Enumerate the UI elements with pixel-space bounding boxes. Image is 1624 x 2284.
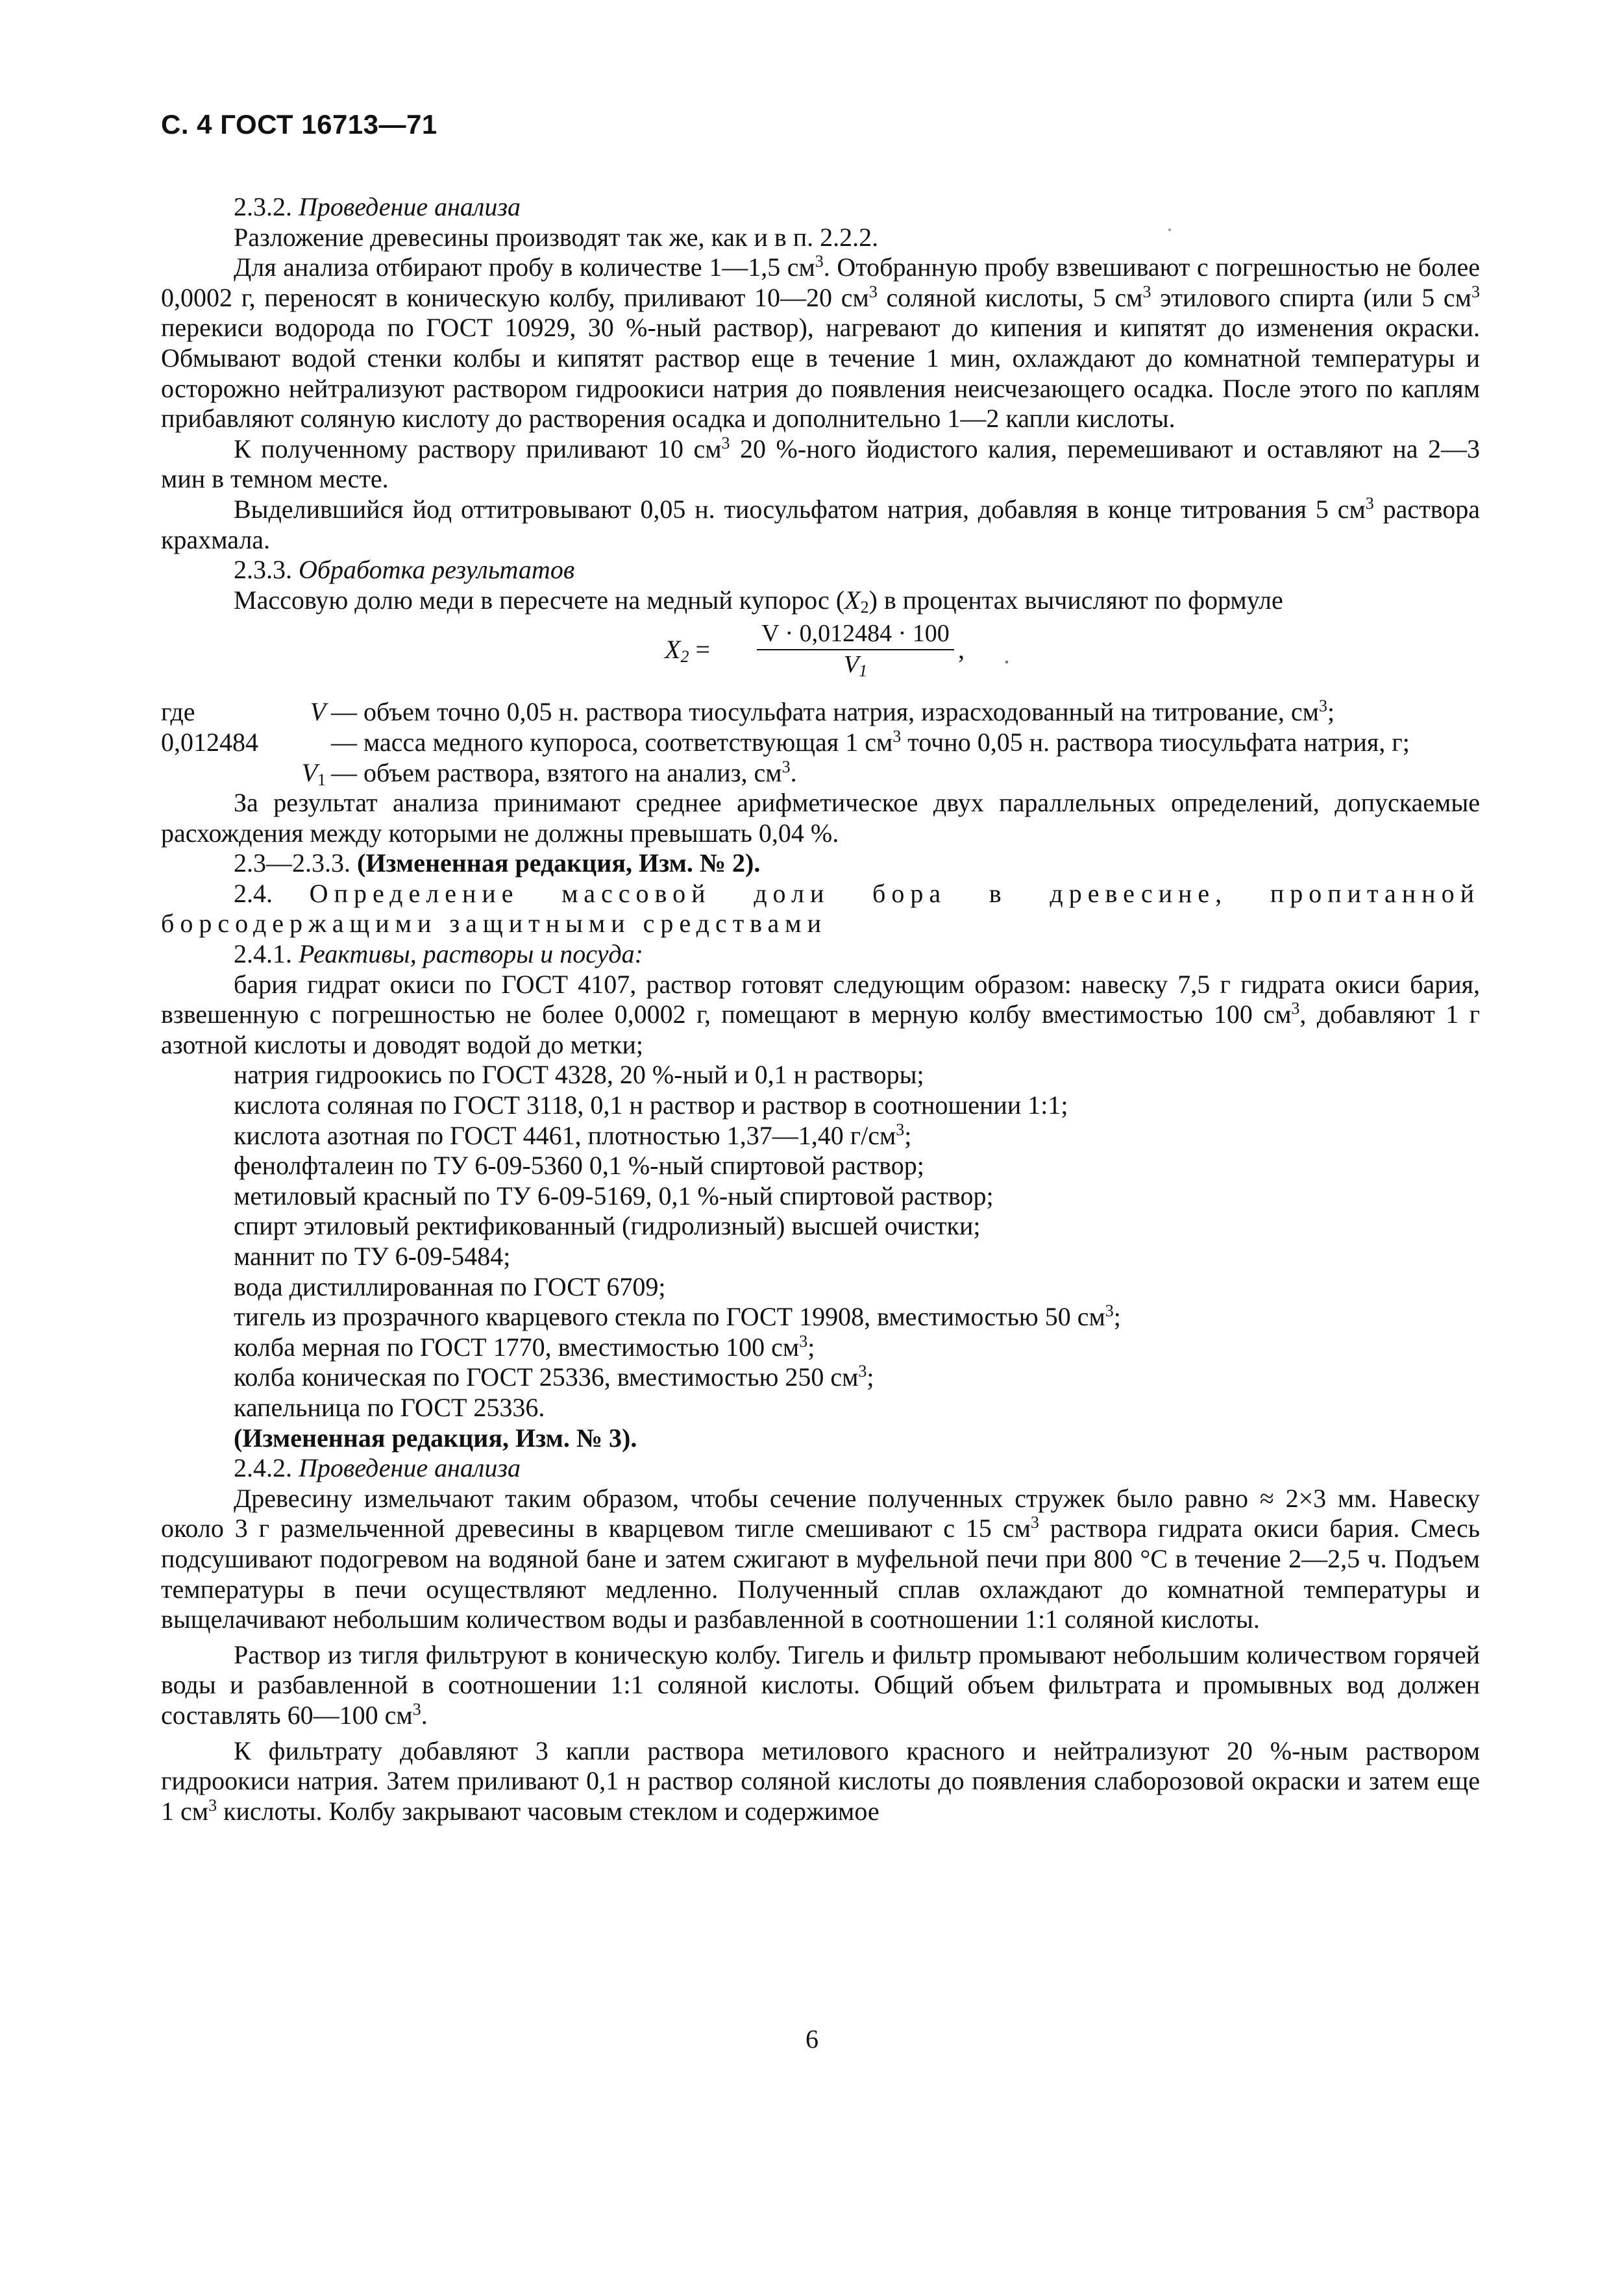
fraction-bar [757, 649, 954, 650]
legend-row-v [161, 697, 1480, 728]
paragraph: Массовую долю меди в пересчете на медный купорос $(X_2)$ в процентах вычисляют по формуле [234, 585, 1283, 617]
paragraph: К фильтрату добавляют 3 капли раствора метилового красного и нейтрализуют 20 %-ным раствором гидроокиси натрия. Затем приливают 0,1 н раствор соляной кислоты до появления слаборозовой окраски и затем еще 1 $см^3$ кислоты. Колбу закрывают часовым стеклом и содержимое [161, 1736, 1480, 1826]
amendment-note: (Измененная редакция, Изм. № 3). [234, 1423, 637, 1453]
list-item: натрия гидроокись по ГОСТ 4328, 20 %-ный и 0,1 н растворы; [234, 1060, 924, 1090]
paragraph: Для анализа отбирают пробу в количестве 1—1,5 $см^3$. Отобранную пробу взвешивают с погрешностью не более 0,0002 г, переносят в коническую колбу, приливают 10—20 $см^3$ соляной кислоты, 5 $см^3$ этилового спирта (или 5 $см^3$ перекиси водорода по ГОСТ 10929, 30 %-ный раствор), нагревают до кипения и кипятят до изменения окраски. Обмывают водой стенки колбы и кипятят раствор еще в течение 1 мин, охлаждают до комнатной температуры и осторожно нейтрализуют раствором гидроокиси натрия до появления неисчезающего осадка. После этого по каплям прибавляют соляную кислоту до растворения осадка и дополнительно 1—2 капли кислоты. [161, 252, 1480, 434]
list-item: фенолфталеин по ТУ 6-09-5360 0,1 %-ный спиртовой раствор; [234, 1151, 924, 1181]
formula-lhs: $X_2$ = [665, 635, 710, 667]
paragraph: бария гидрат окиси по ГОСТ 4107, раствор готовят следующим образом: навеску 7,5 г гидрата окиси бария, взвешенную с погрешностью не более 0,0002 г, помещают в мерную колбу вместимостью 100 $см^3$, добавляют 1 г азотной кислоты и доводят водой до метки; [161, 969, 1480, 1059]
section-heading-2-4: 2.4. Определение массовой доли бора в древесине, пропитанной борсодержащими защитными средствами [161, 878, 1480, 939]
list-item: колба мерная по ГОСТ 1770, вместимостью 100 $см^3$; [234, 1331, 815, 1362]
legend-desc: — объем точно 0,05 н. раствора тиосульфата натрия, израсходованный на титрование, $см^3$; [331, 696, 1335, 727]
paragraph: За результат анализа принимают среднее арифметическое двух параллельных определений, допускаемые расхождения между которыми не должны превышать 0,04 %. [161, 788, 1480, 848]
section-heading-2-3-2: 2.3.2. Проведение анализа [234, 192, 521, 221]
list-item: кислота азотная по ГОСТ 4461, плотностью 1,37—1,40 $г/см^3$; [234, 1120, 912, 1150]
list-item: спирт этиловый ректификованный (гидролизный) высшей очистки; [234, 1211, 981, 1241]
page-header: С. 4 ГОСТ 16713—71 [161, 109, 437, 140]
legend-term: $V_1$ [301, 757, 326, 789]
section-title: Проведение анализа [299, 1453, 521, 1483]
document-body [161, 192, 1480, 1826]
formula-fraction [757, 619, 954, 681]
page-number: 6 [806, 2024, 818, 2054]
paragraph: Раствор из тигля фильтруют в коническую колбу. Тигель и фильтр промывают небольшим количеством горячей воды и разбавленной в соотношении 1:1 соляной кислоты. Общий объем фильтрата и промывных вод должен составлять 60—100 $см^3$. [161, 1639, 1480, 1730]
amendment-note: 2.3—2.3.3. (Измененная редакция, Изм. № 2). [234, 848, 761, 878]
formula-numerator: V · 0,012484 · 100 [761, 620, 950, 648]
legend-desc: — объем раствора, взятого на анализ, $см^3$. [331, 757, 797, 787]
list-item: маннит по ТУ 6-09-5484; [234, 1242, 511, 1271]
list-item: кислота соляная по ГОСТ 3118, 0,1 н раствор и раствор в соотношении 1:1; [234, 1090, 1068, 1120]
paragraph: Древесину измельчают таким образом, чтобы сечение полученных стружек было равно ≈ 2×3 мм. Навеску около 3 г размельченной древесины в кварцевом тигле смешивают с 15 $см^3$ раствора гидрата окиси бария. Смесь подсушивают подогревом на водяной бане и затем сжигают в муфельной печи при 800 °С в течение 2—2,5 ч. Подъем температуры в печи осуществляют медленно. Полученный сплав охлаждают до комнатной температуры и выщелачивают небольшим количеством воды и разбавленной в соотношении 1:1 соляной кислоты. [161, 1483, 1481, 1634]
list-item: колба коническая по ГОСТ 25336, вместимостью 250 $см^3$; [234, 1362, 874, 1392]
list-item: вода дистиллированная по ГОСТ 6709; [234, 1271, 666, 1301]
legend-row-constant [161, 728, 1480, 758]
list-item: тигель из прозрачного кварцевого стекла по ГОСТ 19908, вместимостью 50 $см^3$; [234, 1301, 1121, 1332]
legend-row-v1 [161, 758, 1480, 789]
reagent-list [161, 1060, 1480, 1453]
section-heading-2-3-3: 2.3.3. Обработка результатов [234, 555, 575, 585]
where-label: где [161, 697, 195, 727]
formula-comma: , [958, 635, 965, 665]
list-item: метиловый красный по ТУ 6-09-5169, 0,1 %-ный спиртовой раствор; [234, 1181, 994, 1210]
legend-desc: — масса медного купороса, соответствующая 1 $см^3$ точно 0,05 н. раствора тиосульфата натрия, г; [331, 726, 1410, 757]
section-title: Проведение анализа [299, 192, 521, 221]
paragraph: К полученному раствору приливают 10 $см^3$ 20 %-ного йодистого калия, перемешивают и оставляют на 2—3 мин в темном месте. [161, 433, 1481, 494]
section-heading-2-4-1: 2.4.1. Реактивы, растворы и посуда: [234, 939, 643, 969]
section-title: Реактивы, растворы и посуда: [299, 939, 643, 969]
section-title: Обработка результатов [299, 555, 575, 585]
legend-term: V [310, 697, 326, 727]
list-item: капельница по ГОСТ 25336. [234, 1392, 545, 1422]
where-legend [161, 697, 1480, 788]
formula-x2 [161, 618, 1480, 685]
paragraph: Выделившийся йод оттитровывают 0,05 н. тиосульфатом натрия, добавляя в конце титрования 5 $см^3$ раствора крахмала. [161, 493, 1480, 554]
formula-denominator: $V_1$ [843, 651, 868, 681]
paragraph: Разложение древесины производят так же, как и в п. 2.2.2. [234, 222, 879, 252]
scan-dot: . [1003, 640, 1010, 670]
legend-term: 0,012484 [161, 727, 258, 757]
section-heading-2-4-2: 2.4.2. Проведение анализа [234, 1453, 521, 1483]
section-title-spaced: Определение массовой доли бора в древесине, пропитанной борсодержащими защитными средствами [161, 878, 1480, 939]
